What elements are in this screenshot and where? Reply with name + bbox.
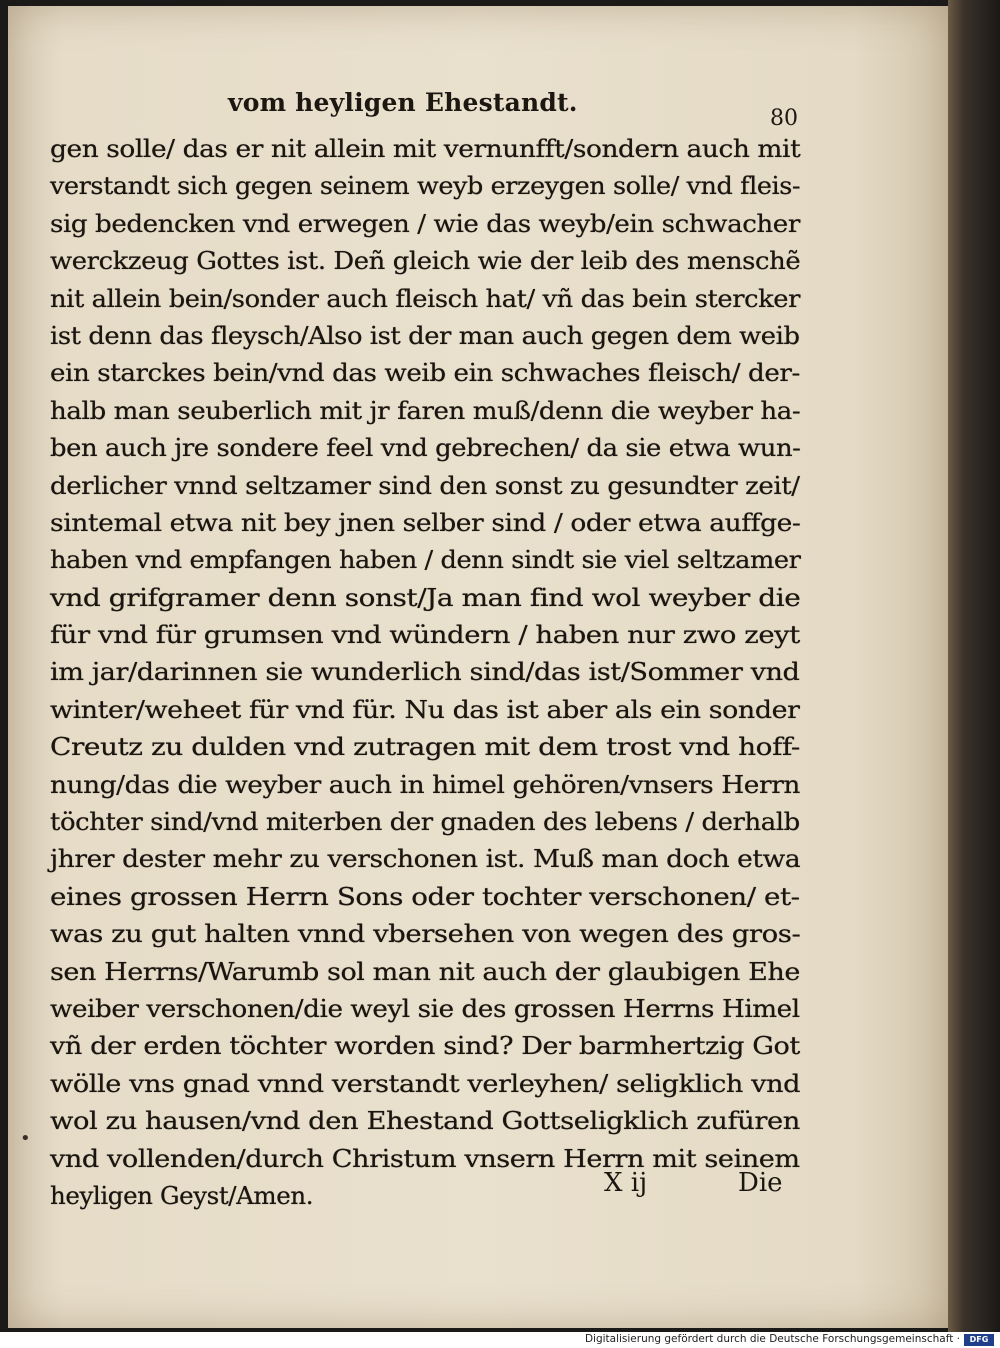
text-line: halb man seuberlich mit jr faren muß/denn die weyber ha- [50,395,801,425]
text-line: haben vnd empfangen haben / denn sindt sie viel seltzamer [50,545,801,575]
text-line: ein starckes bein/vnd das weib ein schwaches fleisch/ der- [50,358,800,388]
text-line: nung/das die weyber auch in himel gehören/vnsers Herrn [50,769,800,799]
text-line: wölle vns gnad vnnd verstandt verleyhen/ seligklich vnd [50,1068,801,1098]
dfg-logo: DFG [964,1334,994,1346]
text-line: gen solle/ das er nit allein mit vernunfft/sondern auch mit [50,134,801,163]
text-line: was zu gut halten vnnd vbersehen von wegen des gros- [50,919,801,949]
page-number: 80 [770,106,798,131]
text-line: eines grossen Herrn Sons oder tochter verschonen/ et- [50,881,800,911]
text-line: sig bedencken vnd erwegen / wie das weyb/ein schwacher [50,208,800,238]
text-line: für vnd für grumsen vnd wündern / haben nur zwo zeyt [50,620,800,650]
text-line: sintemal etwa nit bey jnen selber sind / oder etwa auffge- [50,507,801,537]
catchword: Die [738,1168,783,1198]
text-line: jhrer dester mehr zu verschonen ist. Muß man doch etwa [50,844,801,874]
page-edge-shadow [948,0,1000,1332]
text-line: nit allein bein/sonder auch fleisch hat/ vñ das bein stercker [50,283,800,313]
text-line: ist denn das fleysch/Also ist der man auch gegen dem weib [50,320,800,350]
text-line: ben auch jre sondere feel vnd gebrechen/ da sie etwa wun- [50,433,801,463]
text-line: Creutz zu dulden vnd zutragen mit dem trost vnd hoff- [50,732,800,762]
text-line: winter/weheet für vnd für. Nu das ist aber als ein sonder [50,694,800,724]
running-head: vom heyligen Ehestandt. [228,88,578,117]
text-line: töchter sind/vnd miterben der gnaden des lebens / derhalb [50,807,800,837]
text-line: im jar/darinnen sie wunderlich sind/das ist/Sommer vnd [50,657,800,687]
text-line: derlicher vnnd seltzamer sind den sonst zu gesundter zeit/ [50,470,800,500]
body-text [50,130,800,1214]
text-line: vñ der erden töchter worden sind? Der barmhertzig Got [50,1031,800,1061]
margin-mark: • [20,1128,31,1149]
text-line: werckzeug Gottes ist. Deñ gleich wie der leib des menschẽ [50,246,801,276]
text-line: vnd vollenden/durch Christum vnsern Herrn mit seinem [50,1143,800,1173]
signature-mark: X ij [604,1168,648,1198]
text-line: sen Herrns/Warumb sol man nit auch der glaubigen Ehe [50,956,800,986]
footer-credit: Digitalisierung gefördert durch die Deutsche Forschungsgemeinschaft · [584,1333,960,1345]
text-line: weiber verschonen/die weyl sie des grossen Herrns Himel [50,993,800,1023]
text-line: verstandt sich gegen seinem weyb erzeygen solle/ vnd fleis- [50,171,801,201]
text-line: vnd grifgramer denn sonst/Ja man find wol weyber die [50,582,801,612]
text-line: heyligen Geyst/Amen. [50,1180,314,1210]
text-line: wol zu hausen/vnd den Ehestand Gottseligklich zufüren [50,1106,800,1136]
